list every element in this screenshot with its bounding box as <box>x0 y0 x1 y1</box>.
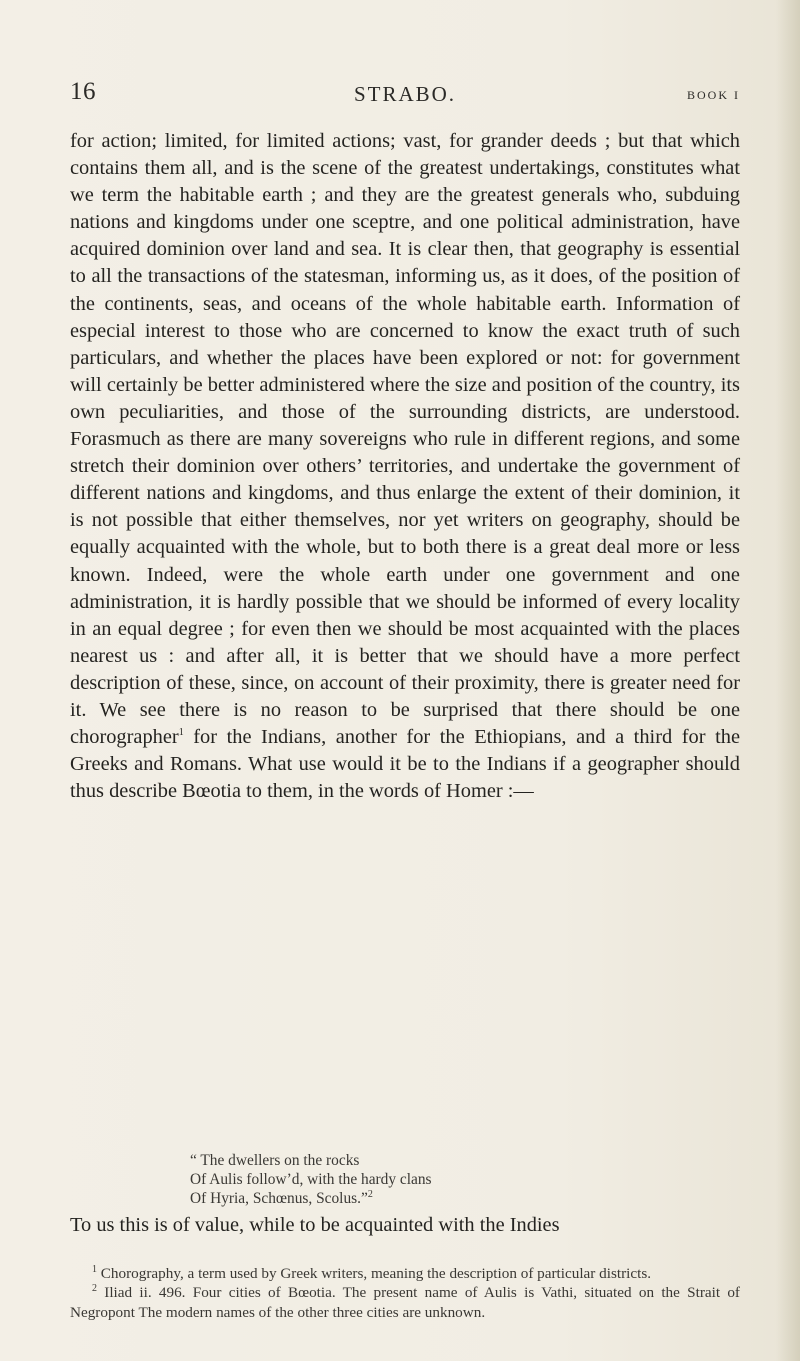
paragraph-text-part2: for the Indians, another for the Ethiopians, and a third for the Greeks and Romans. What use would it be to the Indians if a geographer should thus describe Bœotia to them, in the words of Homer :— <box>70 726 740 803</box>
footnotes <box>70 1264 740 1322</box>
footnote-2-marker: 2 <box>92 1283 97 1295</box>
footnote-1 <box>70 1264 740 1283</box>
footnote-ref-1: 1 <box>178 727 184 739</box>
footnote-2-text: Iliad ii. 496. Four cities of Bœotia. The present name of Aulis is Vathi, situated on the Strait of Negropont The modern names of the other three cities are unknown. <box>70 1284 740 1321</box>
homer-quotation <box>190 1151 690 1209</box>
verse-line-3-wrapper <box>190 1189 690 1208</box>
closing-line: To us this is of value, while to be acquainted with the Indies <box>70 1214 560 1236</box>
footnote-1-marker: 1 <box>92 1263 97 1275</box>
book-label: BOOK I <box>687 88 740 102</box>
running-head: STRABO. <box>353 82 457 106</box>
footnote-1-text: Chorography, a term used by Greek writers, meaning the description of particular districts. <box>97 1265 652 1282</box>
paragraph-text-part1: for action; limited, for limited actions; vast, for grander deeds ; but that which contains them all, and is the scene of the greatest undertakings, constitutes what we term the habitable earth ; and they are the greatest generals who, subduing nations and kingdoms under one sceptre, and one political administration, have acquired dominion over land and sea. It is clear then, that geography is essential to all the transactions of the statesman, informing us, as it does, of the position of the continents, seas, and oceans of the whole habitable earth. Information of especial interest to those who are concerned to know the exact truth of such particulars, and whether the places have been explored or not: for government will certainly be better administered where the size and position of the country, its own peculiarities, and those of the surrounding districts, are understood. Forasmuch as there are many sovereigns who rule in different regions, and some stretch their dominion over others’ territories, and undertake the government of different nations and kingdoms, and thus enlarge the extent of their dominion, it is not possible that either themselves, nor yet writers on geography, should be equally acquainted with the whole, but to both there is a great deal more or less known. Indeed, were the whole earth under one government and one administration, it is hardly possible that we should be informed of every locality in an equal degree ; for even then we should be most acquainted with the places nearest us : and after all, it is better that we should have a more perfect description of these, since, on account of their proximity, there is greater need for it. We see there is no reason to be surprised that there should be one chorographer <box>70 130 740 749</box>
footnote-2 <box>70 1283 740 1322</box>
footnote-ref-2: 2 <box>367 1189 373 1201</box>
verse-line-2: Of Aulis follow’d, with the hardy clans <box>190 1171 432 1189</box>
page-number: 16 <box>70 78 96 105</box>
main-paragraph <box>70 128 740 805</box>
page-header <box>70 76 740 116</box>
page-edge-shadow <box>776 0 800 1361</box>
verse-line-1: “ The dwellers on the rocks <box>190 1152 360 1169</box>
verse-line-3: Of Hyria, Schœnus, Scolus.” <box>190 1190 368 1208</box>
